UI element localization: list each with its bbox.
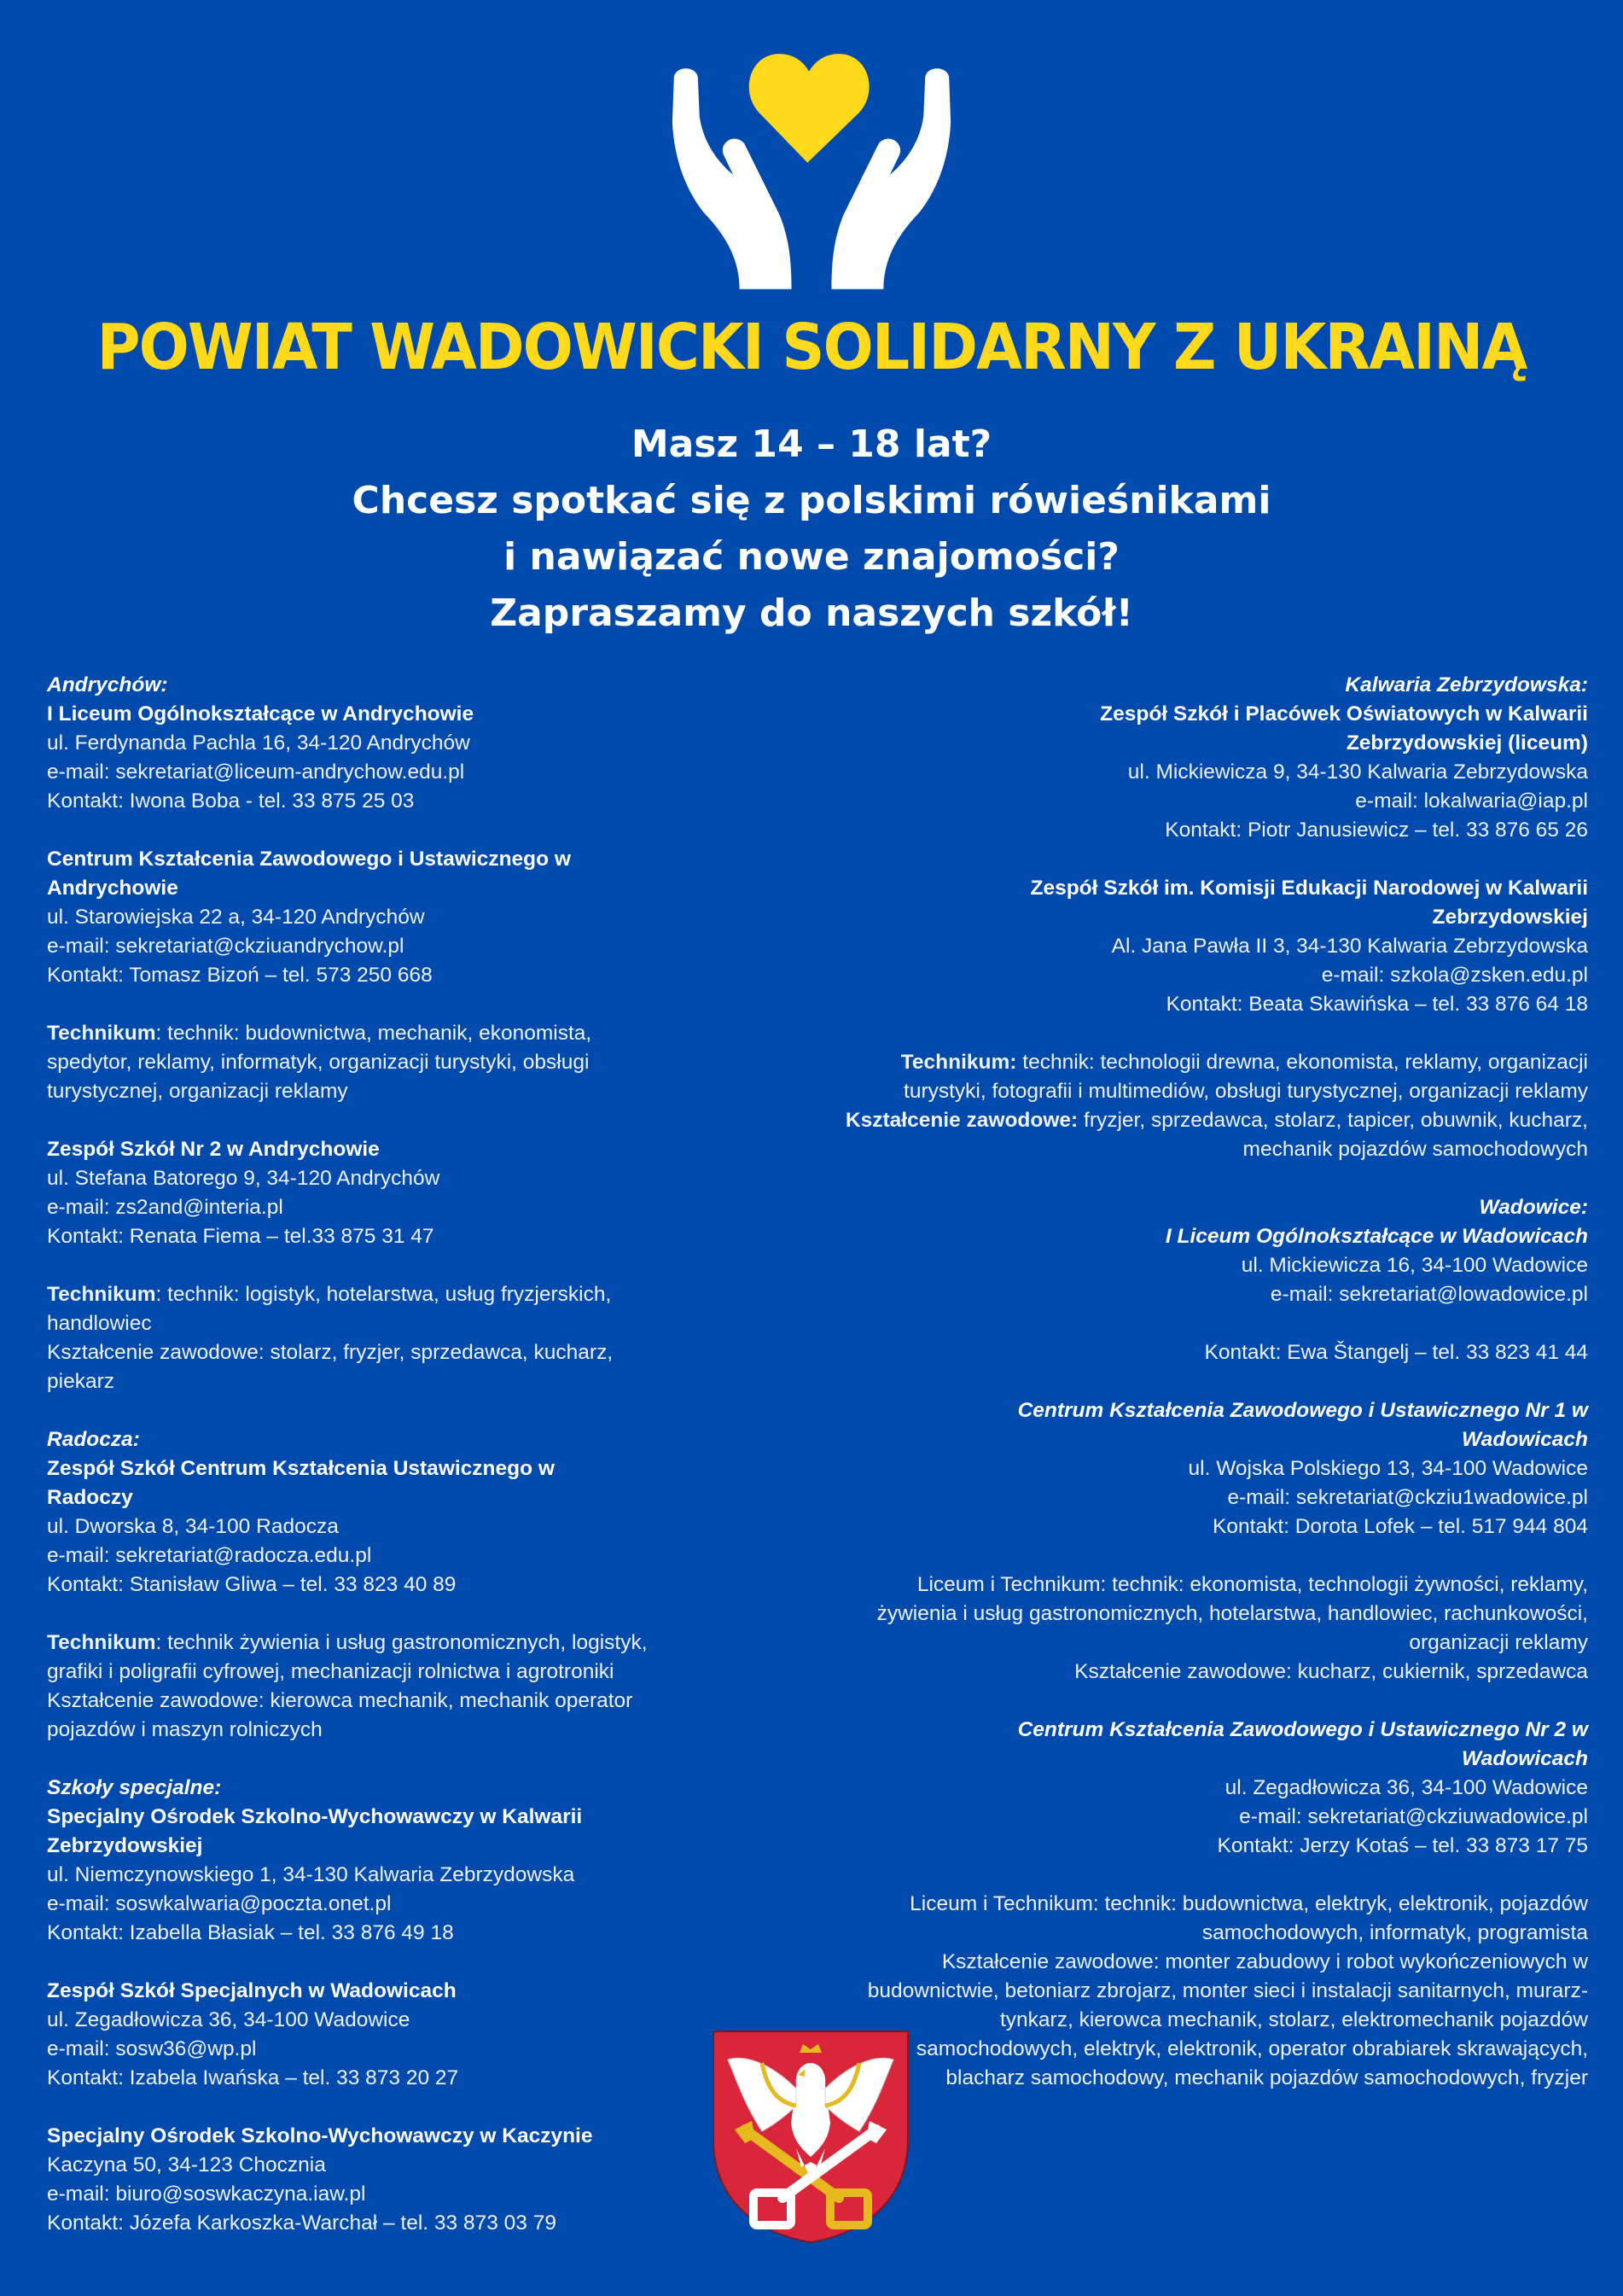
intro-line: Masz 14 – 18 lat?: [631, 422, 992, 466]
school-address: ul. Ferdynanda Pachla 16, 34-120 Andrychów: [47, 731, 470, 755]
technikum-label: Technikum: [47, 1022, 156, 1045]
school-name: Zespół Szkół Nr 2 w Andrychowie: [47, 1138, 380, 1161]
school-contact: Kontakt: Ewa Štangelj – tel. 33 823 41 44: [1204, 1341, 1588, 1364]
school-contact: Kontakt: Renata Fiema – tel.33 875 31 47: [47, 1225, 434, 1248]
school-wadowice-ckziu1: [837, 1396, 1588, 1541]
school-address: ul. Starowiejska 22 a, 34-120 Andrychów: [47, 906, 425, 929]
school-kalwaria-zsken: [837, 874, 1588, 1019]
school-address: ul. Stefana Batorego 9, 34-120 Andrychów: [47, 1167, 440, 1190]
school-special-kaczyna: [47, 2122, 661, 2238]
technikum-text: : technik żywienia i usług gastronomicznych, logistyk, grafiki i poligrafii cyfrowej, mechanizacji rolnictwa i agrotroniki: [47, 1631, 648, 1683]
school-email[interactable]: e-mail: szkola@zsken.edu.pl: [1321, 964, 1588, 987]
intro-line: Zapraszamy do naszych szkół!: [490, 591, 1133, 635]
technikum-text: : technik: budownictwa, mechanik, ekonomista, spedytor, reklamy, informatyk, organizacji turystyki, obsługi turystycznej, organizacji reklamy: [47, 1022, 592, 1103]
school-address: ul. Mickiewicza 9, 34-130 Kalwaria Zebrzydowska: [1127, 760, 1588, 784]
school-email[interactable]: e-mail: sekretariat@radocza.edu.pl: [47, 1544, 372, 1567]
school-name-line: Zebrzydowskiej: [47, 1834, 203, 1857]
school-name-line: Zebrzydowskiej (liceum): [1346, 731, 1588, 755]
school-email[interactable]: e-mail: sosw36@wp.pl: [47, 2037, 257, 2060]
technikum-label: Technikum: [47, 1631, 156, 1654]
heart-icon: [749, 54, 870, 163]
school-name-line: Zespół Szkół im. Komisji Edukacji Narodowej w Kalwarii: [1030, 877, 1588, 900]
school-programs: [837, 1890, 1588, 2093]
page-title: POWIAT WADOWICKI SOLIDARNY Z UKRAINĄ: [96, 311, 1527, 384]
school-name: [47, 1803, 661, 1861]
school-programs: [47, 1280, 661, 1396]
school-email[interactable]: e-mail: biuro@soswkaczyna.iaw.pl: [47, 2182, 366, 2206]
coat-of-arms-eagle-keys-icon: [711, 2029, 910, 2244]
school-andrychow-lo: [47, 671, 661, 816]
school-name-line: Wadowicach: [1462, 1747, 1588, 1770]
intro-line: i nawiązać nowe znajomości?: [503, 535, 1120, 579]
school-name-line: Zebrzydowskiej: [1432, 906, 1588, 929]
technikum-text: technik: technologii drewna, ekonomista, reklamy, organizacji turystyki, fotografii i multimediów, obsługi turystycznej, organizacji reklamy: [904, 1051, 1588, 1103]
school-address: ul. Zegadłowicza 36, 34-100 Wadowice: [1225, 1776, 1588, 1799]
lo-technikum-programs: Liceum i Technikum: technik: ekonomista, technologii żywności, reklamy, żywienia i usług gastronomicznych, hotelarstwa, handlowiec, rachunkowości, organizacji reklamy: [876, 1573, 1588, 1654]
school-address: ul. Zegadłowicza 36, 34-100 Wadowice: [47, 2008, 410, 2031]
lo-technikum-programs: Liceum i Technikum: technik: budownictwa, elektryk, elektronik, pojazdów samochodowych, informatyk, programista: [910, 1892, 1588, 1944]
school-wadowice-ckziu2: [837, 1716, 1588, 1861]
city-heading-kalwaria: Kalwaria Zebrzydowska:: [1345, 673, 1588, 696]
school-contact: Kontakt: Izabella Błasiak – tel. 33 876 49 18: [47, 1921, 454, 1944]
school-name: I Liceum Ogólnokształcące w Andrychowie: [47, 702, 474, 726]
school-contact: Kontakt: Tomasz Bizoń – tel. 573 250 668: [47, 964, 433, 987]
school-contact: Kontakt: Beata Skawińska – tel. 33 876 64 18: [1166, 993, 1588, 1016]
technikum-label: Technikum:: [900, 1051, 1017, 1074]
school-programs: [47, 1629, 661, 1745]
school-name: [837, 700, 1588, 758]
school-name-line: Centrum Kształcenia Zawodowego i Ustawicznego w: [47, 848, 571, 871]
school-name-line: Zespół Szkół Centrum Kształcenia Ustawicznego w: [47, 1457, 555, 1480]
school-name: [837, 1716, 1588, 1774]
school-programs: [837, 1570, 1588, 1687]
vocational-programs: Kształcenie zawodowe: stolarz, fryzjer, sprzedawca, kucharz, piekarz: [47, 1341, 614, 1393]
school-name: Specjalny Ośrodek Szkolno-Wychowawczy w Kaczynie: [47, 2124, 593, 2147]
school-contact: Kontakt: Jerzy Kotaś – tel. 33 873 17 75: [1217, 1834, 1588, 1857]
city-heading-radocza: Radocza:: [47, 1428, 140, 1451]
school-name-line: Centrum Kształcenia Zawodowego i Ustawicznego Nr 2 w: [1017, 1718, 1588, 1741]
school-address: Kaczyna 50, 34-123 Chocznia: [47, 2153, 326, 2177]
left-column: [47, 671, 661, 2238]
school-address: ul. Mickiewicza 16, 34-100 Wadowice: [1241, 1254, 1588, 1277]
school-kalwaria-zsipo: [837, 671, 1588, 845]
school-contact: Kontakt: Izabela Iwańska – tel. 33 873 20 27: [47, 2066, 459, 2089]
school-programs: [837, 1048, 1588, 1164]
vocational-text: fryzjer, sprzedawca, stolarz, tapicer, obuwnik, kucharz, mechanik pojazdów samochodowych: [1078, 1109, 1588, 1161]
school-name: [47, 1454, 661, 1512]
technikum-programs: [837, 1048, 1588, 1106]
school-name-line: Centrum Kształcenia Zawodowego i Ustawicznego Nr 1 w: [1017, 1399, 1588, 1422]
vocational-programs: Kształcenie zawodowe: monter zabudowy i robot wykończeniowych w budownictwie, betoniarz zbrojarz, monter sieci i instalacji sanitarnych, murarz-tynkarz, kierowca mechanik, stolarz, elektromechanik pojazdów samochodowych, elektryk, elektronik, operator obrabiarek skrawających, blacharz samochodowy, mechanik pojazdów samochodowych, fryzjer: [867, 1950, 1588, 2089]
school-email[interactable]: e-mail: sekretariat@lowadowice.pl: [1270, 1283, 1588, 1306]
city-heading-special: Szkoły specjalne:: [47, 1776, 222, 1799]
spacer: [837, 1309, 1588, 1338]
intro-line: Chcesz spotkać się z polskimi rówieśnikami: [352, 479, 1271, 522]
school-address: ul. Niemczynowskiego 1, 34-130 Kalwaria Zebrzydowska: [47, 1863, 575, 1886]
school-name-line: Specjalny Ośrodek Szkolno-Wychowawczy w Kalwarii: [47, 1805, 583, 1828]
intro-text: [0, 417, 1623, 642]
school-name: [837, 874, 1588, 932]
school-name: [837, 1396, 1588, 1454]
school-contact: Kontakt: Dorota Lofek – tel. 517 944 804: [1213, 1515, 1588, 1538]
school-radocza: [47, 1425, 661, 1600]
vocational-label: Kształcenie zawodowe:: [845, 1109, 1079, 1132]
technikum-programs: [47, 1280, 661, 1338]
school-name: [47, 845, 661, 903]
school-address: Al. Jana Pawła II 3, 34-130 Kalwaria Zebrzydowska: [1111, 935, 1588, 958]
school-andrychow-zs2: [47, 1135, 661, 1251]
school-name-line: Zespół Szkół i Placówek Oświatowych w Kalwarii: [1100, 702, 1588, 726]
school-name-line: Wadowicach: [1462, 1428, 1588, 1451]
school-special-wadowice: [47, 1977, 661, 2093]
school-special-kalwaria: [47, 1774, 661, 1948]
school-name-line: Andrychowie: [47, 877, 178, 900]
hands-holding-heart-icon: [657, 43, 966, 299]
school-andrychow-ckziu: [47, 845, 661, 990]
school-email[interactable]: e-mail: zs2and@interia.pl: [47, 1196, 283, 1219]
technikum-programs: [47, 1019, 661, 1106]
school-name: Zespół Szkół Specjalnych w Wadowicach: [47, 1979, 457, 2002]
school-address: ul. Dworska 8, 34-100 Radocza: [47, 1515, 339, 1538]
school-contact: Kontakt: Piotr Janusiewicz – tel. 33 876 65 26: [1165, 819, 1588, 842]
technikum-label: Technikum: [47, 1283, 156, 1306]
school-email[interactable]: e-mail: sekretariat@ckziuandrychow.pl: [47, 935, 404, 958]
city-heading-andrychow: Andrychów:: [47, 673, 168, 696]
school-wadowice-lo: [837, 1193, 1588, 1367]
vocational-programs: Kształcenie zawodowe: kucharz, cukiernik, sprzedawca: [1074, 1660, 1588, 1683]
school-contact: Kontakt: Józefa Karkoszka-Warchał – tel. 33 873 03 79: [47, 2212, 556, 2235]
technikum-programs: [47, 1629, 661, 1687]
school-email[interactable]: e-mail: sekretariat@ckziu1wadowice.pl: [1227, 1486, 1588, 1509]
school-email[interactable]: e-mail: lokalwaria@iap.pl: [1355, 790, 1588, 813]
right-column: [837, 671, 1588, 2093]
school-contact: Kontakt: Stanisław Gliwa – tel. 33 823 40 89: [47, 1573, 457, 1596]
vocational-programs: Kształcenie zawodowe: kierowca mechanik, mechanik operator pojazdów i maszyn rolniczych: [47, 1689, 633, 1741]
vocational-programs: [837, 1106, 1588, 1164]
technikum-text: : technik: logistyk, hotelarstwa, usług fryzjerskich, handlowiec: [47, 1283, 612, 1335]
school-programs: [47, 1019, 661, 1106]
city-heading-wadowice: Wadowice:: [1479, 1196, 1588, 1219]
school-email[interactable]: e-mail: sekretariat@liceum-andrychow.edu.pl: [47, 760, 465, 784]
school-contact: Kontakt: Iwona Boba - tel. 33 875 25 03: [47, 790, 415, 813]
school-name: I Liceum Ogólnokształcące w Wadowicach: [1165, 1225, 1588, 1248]
school-name-line: Radoczy: [47, 1486, 133, 1509]
school-email[interactable]: e-mail: sekretariat@ckziuwadowice.pl: [1239, 1805, 1588, 1828]
school-email[interactable]: e-mail: soswkalwaria@poczta.onet.pl: [47, 1892, 392, 1915]
school-address: ul. Wojska Polskiego 13, 34-100 Wadowice: [1188, 1457, 1588, 1480]
